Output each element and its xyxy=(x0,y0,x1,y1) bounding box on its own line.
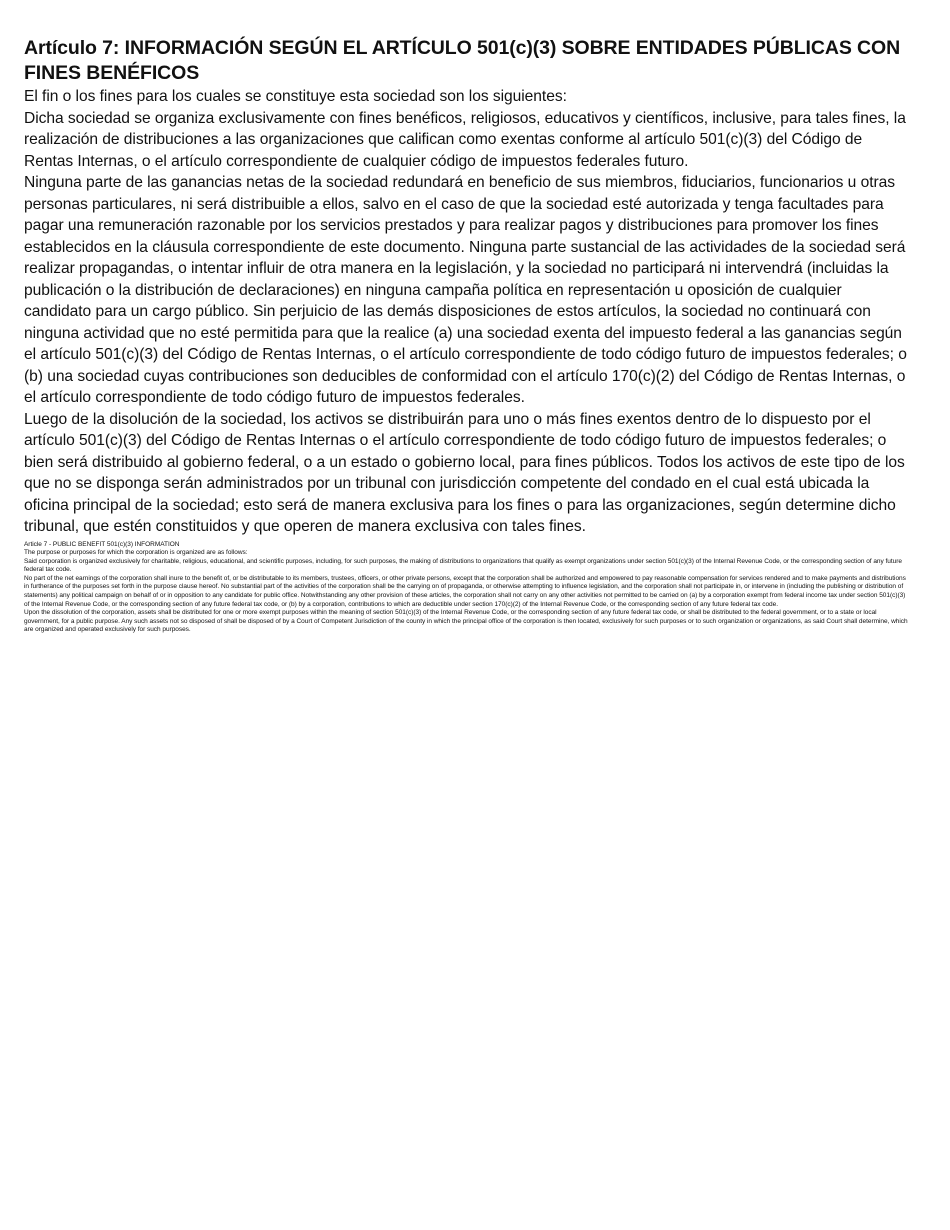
english-article-title: Article 7 - PUBLIC BENEFIT 501(c)(3) INFORMATION xyxy=(24,540,180,548)
spanish-paragraph-purpose-intro: El fin o los fines para los cuales se constituye esta sociedad son los siguientes: xyxy=(24,88,567,105)
english-paragraph-exclusive-purposes: Said corporation is organized exclusively for charitable, religious, educational, and scientific purposes, including, for such purposes, the making of distributions to organizations that qualify as exempt organizations under section 501(c)(3) of the Internal Revenue Code, or the corresponding section of any future federal tax code. xyxy=(24,557,902,574)
spanish-paragraph-dissolution: Luego de la disolución de la sociedad, los activos se distribuirán para uno o más fines exentos dentro de lo dispuesto por el artículo 501(c)(3) del Código de Rentas Internas o el artículo correspondiente de todo código futuro de impuestos federales; o bien será distribuido al gobierno federal, o a un estado o gobierno local, para fines públicos. Todos los activos de este tipo de los que no se disponga serán administrados por un tribunal con jurisdicción competente del condado en el cual está ubicada la oficina principal de la sociedad; esto será de manera exclusiva para los fines o para las organizaciones, según determine dicho tribunal, que estén constituidos y que operen de manera exclusiva con tales fines. xyxy=(24,410,905,535)
english-section xyxy=(24,541,908,636)
english-paragraph-dissolution: Upon the dissolution of the corporation, assets shall be distributed for one or more exempt purposes within the meaning of section 501(c)(3) of the Internal Revenue Code, or the corresponding section of any future federal tax code, or shall be distributed to the federal government, or to a state or local government, for a public purpose. Any such assets not so disposed of shall be disposed of by a Court of Competent Jurisdiction of the county in which the principal office of the corporation is then located, exclusively for such purposes or to such organization or organizations, as said Court shall determine, which are organized and operated exclusively for such purposes. xyxy=(24,609,908,634)
spanish-paragraph-net-earnings: Ninguna parte de las ganancias netas de la sociedad redundará en beneficio de sus miembros, fiduciarios, funcionarios u otras personas particulares, ni será distribuible a ellos, salvo en el caso de que la sociedad esté autorizada y tenga facultades para pagar una remuneración razonable por los servicios prestados y para realizar pagos y distribuciones para promover los fines establecidos en la cláusula correspondiente de este documento. Ninguna parte sustancial de las actividades de la sociedad será realizar propagandas, o intentar influir de otra manera en la legislación, y la sociedad no participará ni intervendrá (incluidas la publicación o la distribución de declaraciones) en ninguna campaña política en representación u oposición de cualquier candidato para un cargo público. Sin perjuicio de las demás disposiciones de estos artículos, la sociedad no continuará con ninguna actividad que no esté permitida para que la realice (a) una sociedad exenta del impuesto federal a las ganancias según el artículo 501(c)(3) del Código de Rentas Internas, o el artículo correspondiente de todo código futuro de impuestos federales; o (b) una sociedad cuyas contribuciones son deducibles de conformidad con el artículo 170(c)(2) del Código de Rentas Internas, o el artículo correspondiente de todo código futuro de impuestos federales. xyxy=(24,174,907,406)
spanish-paragraph-exclusive-purposes: Dicha sociedad se organiza exclusivamente con fines benéficos, religiosos, educativos y científicos, inclusive, para tales fines, la realización de distribuciones a las organizaciones que califican como exentas conforme al artículo 501(c)(3) del Código de Rentas Internas, o el artículo correspondiente de cualquier código de impuestos federales futuro. xyxy=(24,109,906,170)
document-page xyxy=(24,36,908,635)
english-paragraph-purpose-intro: The purpose or purposes for which the corporation is organized are as follows: xyxy=(24,549,248,557)
spanish-article-title: Artículo 7: INFORMACIÓN SEGÚN EL ARTÍCULO 501(c)(3) SOBRE ENTIDADES PÚBLICAS CON FINES BENÉFICOS xyxy=(24,37,901,84)
english-paragraph-net-earnings: No part of the net earnings of the corporation shall inure to the benefit of, or be distributable to its members, trustees, officers, or other private persons, except that the corporation shall be authorized and empowered to pay reasonable compensation for services rendered and to make payments and distributions in furtherance of the purposes set forth in the purpose clause hereof. No substantial part of the activities of the corporation shall be the carrying on of propaganda, or otherwise attempting to influence legislation, and the corporation shall not participate in, or intervene in (including the publishing or distribution of statements) any political campaign on behalf of or in opposition to any candidate for public office. Notwithstanding any other provision of these articles, the corporation shall not carry on any other activities not permitted to be carried on (a) by a corporation exempt from federal income tax under section 501(c)(3) of the Internal Revenue Code, or the corresponding section of any future federal tax code, or (b) by a corporation, contributions to which are deductible under section 170(c)(2) of the Internal Revenue Code, or the corresponding section of any future federal tax code. xyxy=(24,574,906,608)
